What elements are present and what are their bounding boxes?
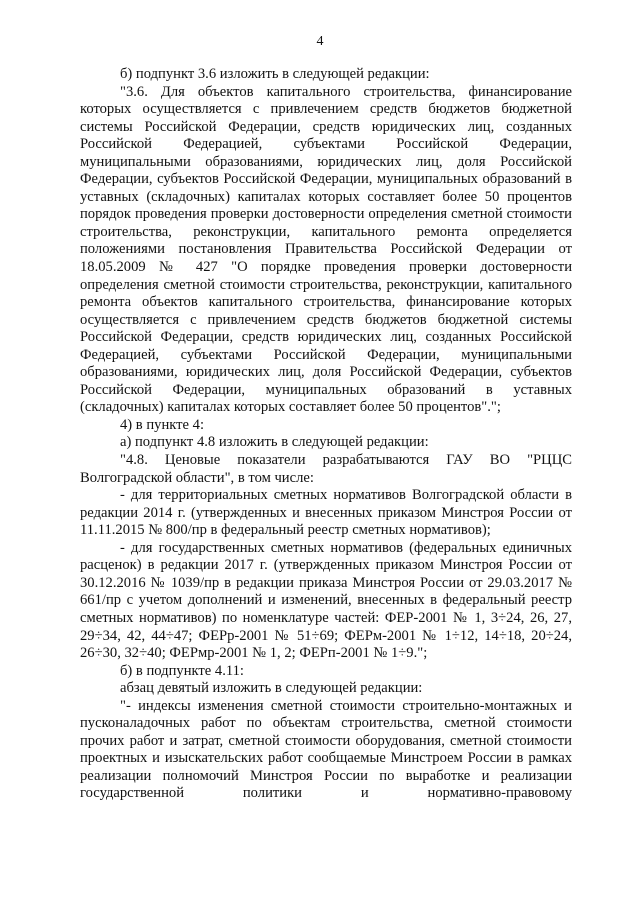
paragraph-subitem-a-4-8: а) подпункт 4.8 изложить в следующей редакции:	[120, 434, 429, 451]
document-body	[80, 66, 572, 803]
paragraph-4-8-text: "4.8. Ценовые показатели разрабатываются ГАУ ВО "РЦЦС Волгоградской области", в том числе:	[80, 452, 572, 486]
paragraph-indices-text: "- индексы изменения сметной стоимости строительно-монтажных и пусконаладочных работ по объектам строительства, сметной стоимости прочих работ и затрат, сметной стоимости оборудования, сметной стоимости проектных и изыскательских работ сообщаемые Минстроем России в рамках реализации полномочий Минстроя России по выработке и реализации государственной политики и нормативно-правовому	[80, 697, 572, 802]
paragraph-3-6-text: "3.6. Для объектов капитального строительства, финансирование которых осуществляется с привлечением средств бюджетов бюджетной системы Российской Федерации, средств юридических лиц, созданных Российской Федерацией, субъектами Российской Федерации, муниципальными образованиями, юридических лиц, доля Российской Федерации, субъектов Российской Федерации, муниципальных образований в уставных (складочных) капиталах которых составляет более 50 процентов порядок проведения проверки достоверности определения сметной стоимости строительства, реконструкции, капитального ремонта определяется положениями постановления Правительства Российской Федерации от 18.05.2009 № 427 "О порядке проведения проверки достоверности определения сметной стоимости строительства, реконструкции, капитального ремонта объектов капитального строительства, финансирование которых осуществляется с привлечением средств бюджетов бюджетной системы Российской Федерации, средств юридических лиц, созданных Российской Федерацией, субъектами Российской Федерации, муниципальными образованиями, юридических лиц, доля Российской Федерации, субъектов Российской Федерации, муниципальных образований в уставных (складочных) капиталах которых составляет более 50 процентов".";	[80, 83, 572, 416]
paragraph-item-4: 4) в пункте 4:	[120, 416, 205, 433]
paragraph-territorial-norms: - для территориальных сметных нормативов Волгоградской области в редакции 2014 г. (утвержденных и внесенных приказом Минстроя России от 11.11.2015 № 800/пр в федеральный реестр сметных нормативов);	[80, 487, 572, 539]
paragraph-subitem-b-3-6: б) подпункт 3.6 изложить в следующей редакции:	[120, 66, 430, 82]
paragraph-state-norms: - для государственных сметных нормативов (федеральных единичных расценок) в редакции 2017 г. (утвержденных приказом Минстроя России от 30.12.2016 № 1039/пр в редакции приказа Минстроя России от 29.03.2017 № 661/пр с учетом дополнений и изменений, внесенных в федеральный реестр сметных нормативов) по номенклатуре частей: ФЕР-2001 № 1, 3÷24, 26, 27, 29÷34, 42, 44÷47; ФЕРр-2001 № 51÷69; ФЕРм-2001 № 1÷12, 14÷18, 20÷24, 26÷30, 32÷40; ФЕРмр-2001 № 1, 2; ФЕРп-2001 № 1÷9.";	[80, 539, 572, 662]
paragraph-ninth-abzac: абзац девятый изложить в следующей редакции:	[120, 680, 423, 697]
paragraph-subitem-b-4-11: б) в подпункте 4.11:	[120, 662, 244, 679]
page-number: 4	[316, 34, 324, 49]
